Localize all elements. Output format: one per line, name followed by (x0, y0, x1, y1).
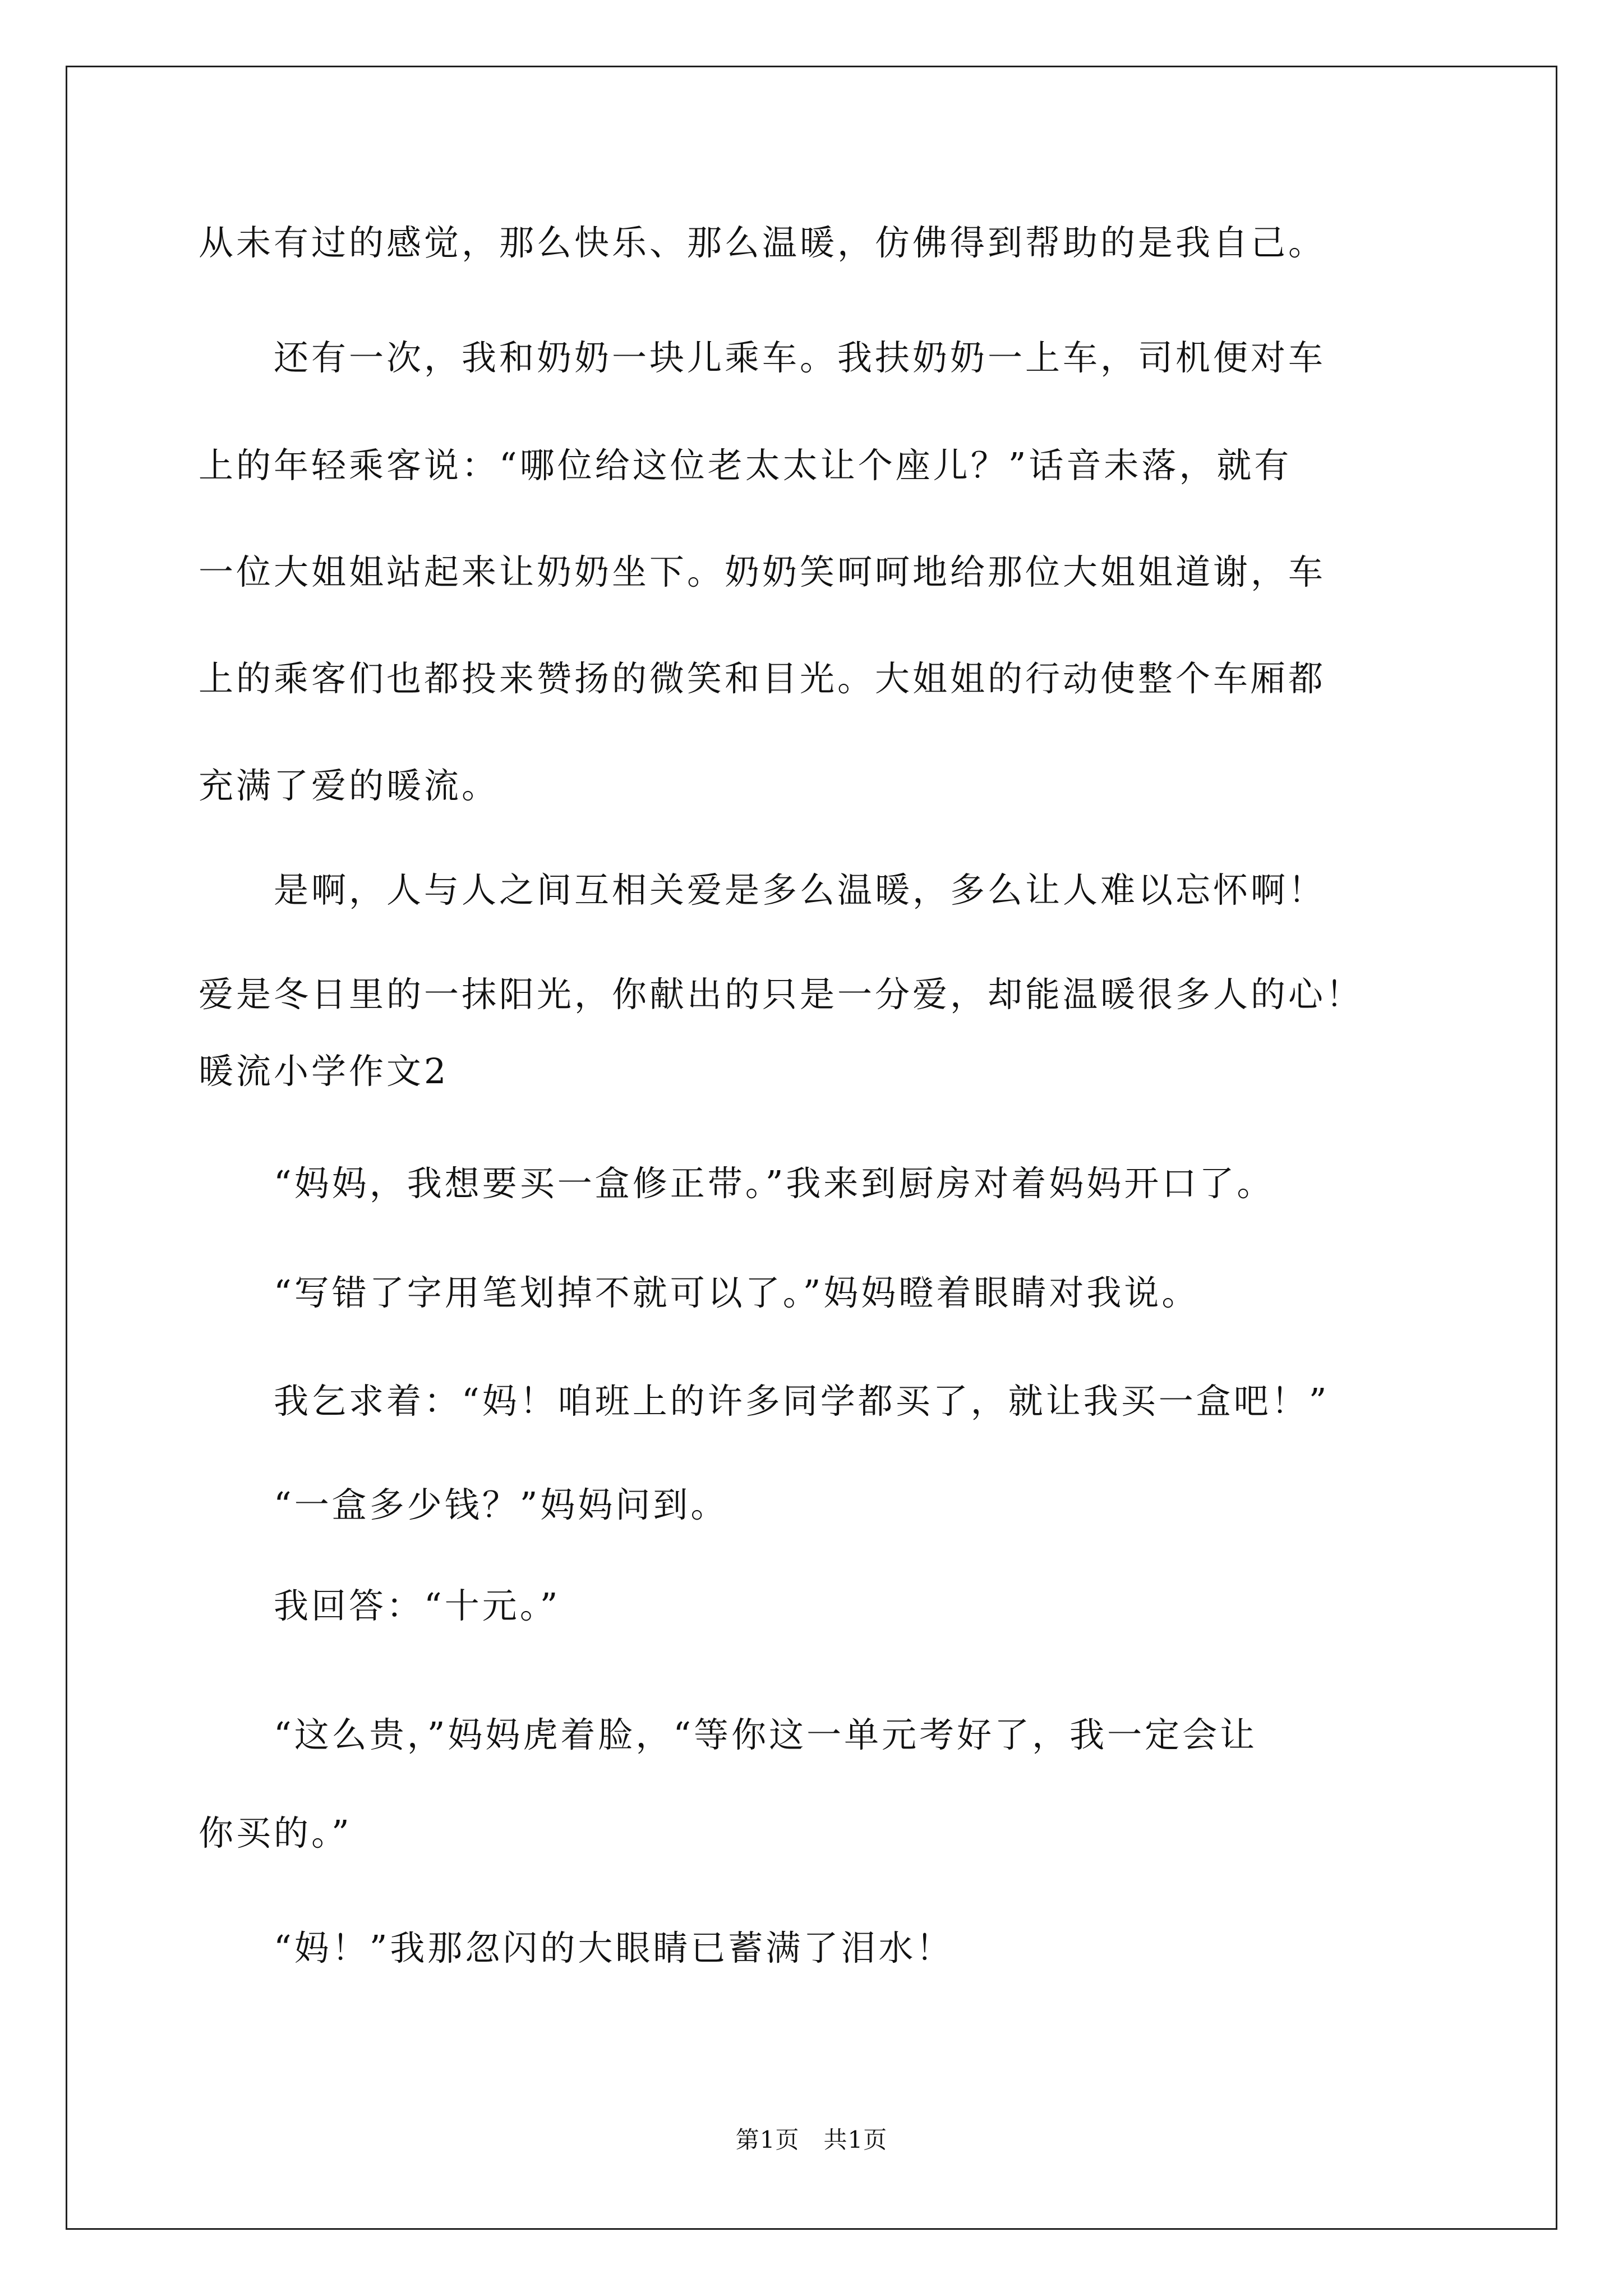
text-line: 还有一次，我和奶奶一块儿乘车。我扶奶奶一上车，司机便对车 (199, 337, 1326, 378)
text-line: 一位大姐姐站起来让奶奶坐下。奶奶笑呵呵地给那位大姐姐道谢，车 (199, 551, 1326, 592)
text-line: 从未有过的感觉，那么快乐、那么温暖，仿佛得到帮助的是我自己。 (199, 222, 1326, 263)
text-line: “这么贵，”妈妈虎着脸，“等你这一单元考好了，我一定会让 (199, 1714, 1258, 1755)
text-line: 充满了爱的暖流。 (199, 765, 500, 806)
text-line: 爱是冬日里的一抹阳光，你献出的只是一分爱，却能温暖很多人的心！ (199, 974, 1364, 1015)
section-heading: 暖流小学作文2 (199, 1051, 449, 1092)
text-line: 我回答：“十元。” (199, 1585, 561, 1626)
text-line: “写错了字用笔划掉不就可以了。”妈妈瞪着眼睛对我说。 (199, 1272, 1200, 1313)
text-line: “妈！”我那忽闪的大眼睛已蓄满了泪水！ (199, 1927, 954, 1968)
text-line: 是啊，人与人之间互相关爱是多么温暖，多么让人难以忘怀啊！ (199, 869, 1326, 910)
text-line: 上的年轻乘客说：“哪位给这位老太太让个座儿？”话音未落，就有 (199, 445, 1292, 486)
text-line: “一盒多少钱？”妈妈问到。 (199, 1484, 728, 1525)
text-line: 你买的。” (199, 1812, 352, 1853)
text-line: “妈妈，我想要买一盒修正带。”我来到厨房对着妈妈开口了。 (199, 1163, 1275, 1204)
page-number-footer: 第1页 共1页 (735, 2126, 888, 2154)
text-line: 上的乘客们也都投来赞扬的微笑和目光。大姐姐的行动使整个车厢都 (199, 658, 1326, 699)
page-border (66, 66, 1557, 2230)
text-line: 我乞求着：“妈！咱班上的许多同学都买了，就让我买一盒吧！” (199, 1381, 1330, 1421)
